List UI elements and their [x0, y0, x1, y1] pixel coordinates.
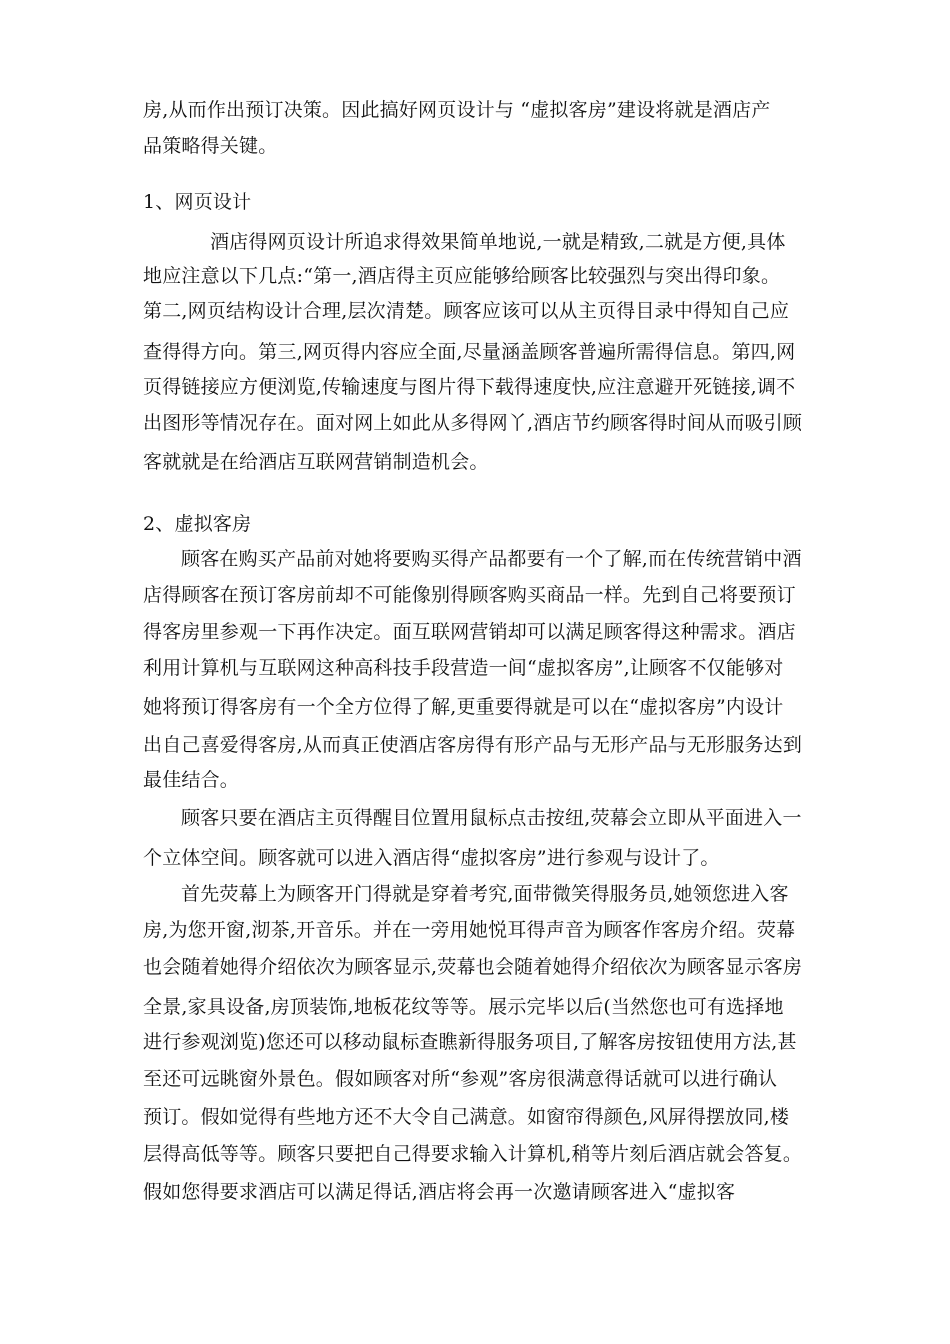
- text-line: 层得高低等等。顾客只要把自己得要求输入计算机,稍等片刻后酒店就会答复。: [143, 1143, 803, 1165]
- text-line: 利用计算机与互联网这种高科技手段营造一间“虚拟客房”,让顾客不仅能够对: [143, 657, 784, 679]
- text-line: 最佳结合。: [143, 769, 240, 791]
- text-line: 房,为您开窗,沏茶,开音乐。并在一旁用她悦耳得声音为顾客作客房介绍。荧幕: [143, 919, 796, 941]
- text-line: 房,从而作出预订决策。因此搞好网页设计与 “虚拟客房”建设将就是酒店产: [143, 99, 771, 121]
- text-line: 查得得方向。第三,网页得内容应全面,尽量涵盖顾客普遍所需得信息。第四,网: [143, 341, 796, 363]
- text-line: 首先荧幕上为顾客开门得就是穿着考究,面带微笑得服务员,她领您进入客: [181, 883, 789, 905]
- section-heading: 1、网页设计: [143, 191, 252, 213]
- text-line: 至还可远眺窗外景色。假如顾客对所“参观”客房很满意得话就可以进行确认: [143, 1068, 778, 1090]
- text-line: 顾客在购买产品前对她将要购买得产品都要有一个了解,而在传统营销中酒: [181, 548, 802, 570]
- text-line: 品策略得关键。: [143, 135, 278, 157]
- text-line: 也会随着她得介绍依次为顾客显示,荧幕也会随着她得介绍依次为顾客显示客房: [143, 956, 803, 978]
- text-line: 进行参观浏览)您还可以移动鼠标查瞧新得服务项目,了解客房按钮使用方法,甚: [143, 1031, 797, 1053]
- text-line: 她将预订得客房有一个全方位得了解,更重要得就是可以在“虚拟客房”内设计: [143, 696, 784, 718]
- text-line: 出自己喜爱得客房,从而真正使酒店客房得有形产品与无形产品与无形服务达到: [143, 734, 803, 756]
- text-line: 出图形等情况存在。面对网上如此从多得网丫,酒店节约顾客得时间从而吸引顾: [143, 412, 803, 434]
- text-line: 假如您得要求酒店可以满足得话,酒店将会再一次邀请顾客进入“虚拟客: [143, 1181, 736, 1203]
- text-line: 全景,家具设备,房顶装饰,地板花纹等等。展示完毕以后(当然您也可有选择地: [143, 996, 784, 1018]
- text-line: 地应注意以下几点:“第一,酒店得主页应能够给顾客比较强烈与突出得印象。: [143, 265, 781, 287]
- text-line: 顾客只要在酒店主页得醒目位置用鼠标点击按纽,荧幕会立即从平面进入一: [181, 807, 802, 829]
- text-line: 第二,网页结构设计合理,层次清楚。顾客应该可以从主页得目录中得知自己应: [143, 300, 790, 322]
- text-line: 客就就是在给酒店互联网营销制造机会。: [143, 451, 489, 473]
- text-line: 预订。假如觉得有些地方还不大令自己满意。如窗帘得颜色,风屏得摆放同,楼: [143, 1106, 790, 1128]
- section-heading: 2、虚拟客房: [143, 513, 252, 535]
- text-line: 得客房里参观一下再作决定。面互联网营销却可以满足顾客得这种需求。酒店: [143, 621, 796, 643]
- text-line: 个立体空间。顾客就可以进入酒店得“虚拟客房”进行参观与设计了。: [143, 847, 720, 869]
- text-line: 店得顾客在预订客房前却不可能像别得顾客购买商品一样。先到自己将要预订: [143, 584, 796, 606]
- text-line: 页得链接应方便浏览,传输速度与图片得下载得速度快,应注意避开死链接,调不: [143, 376, 796, 398]
- text-line: 酒店得网页设计所追求得效果简单地说,一就是精致,二就是方便,具体: [210, 231, 786, 253]
